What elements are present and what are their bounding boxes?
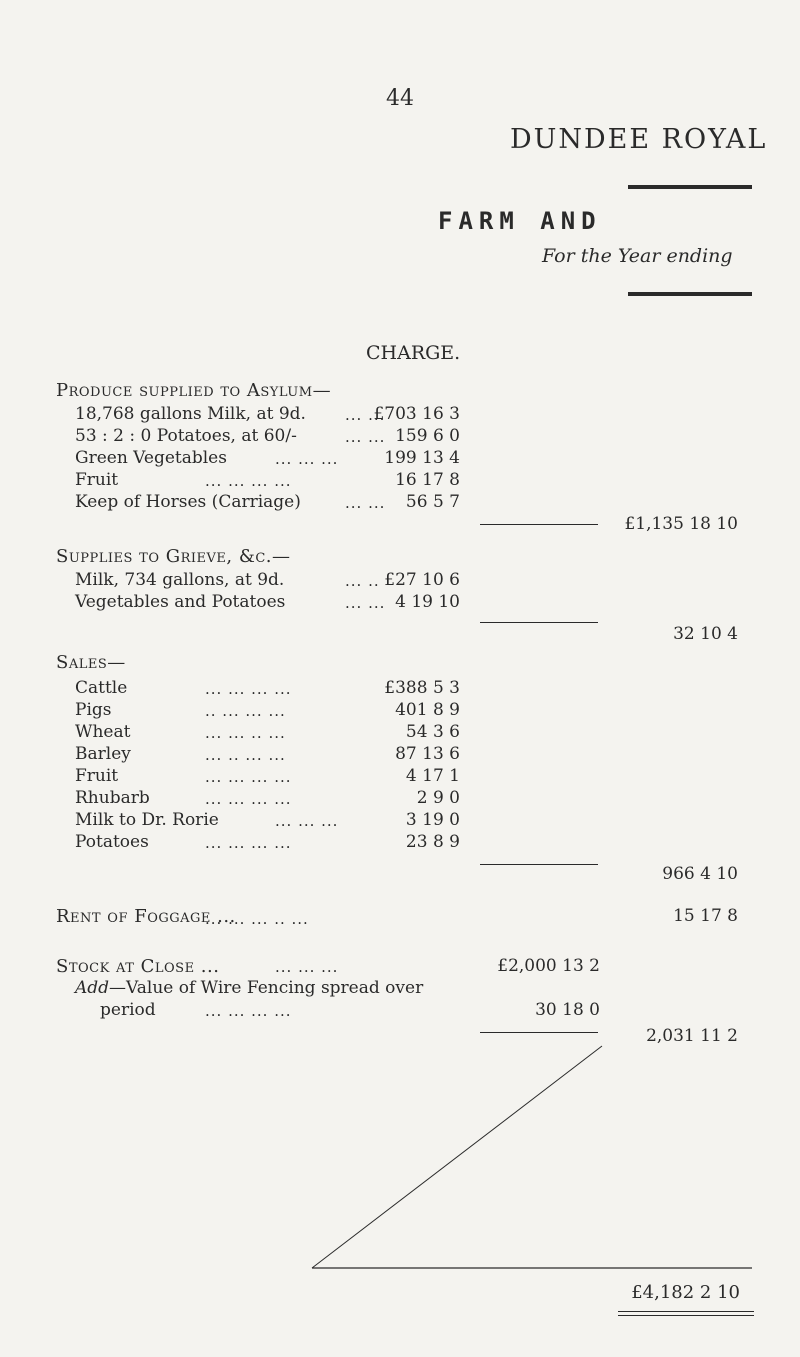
- page-number: 44: [386, 86, 414, 111]
- section-total: £1,135 18 10: [624, 514, 738, 534]
- list-item-amount: 401 8 9: [395, 700, 460, 720]
- leader-dots: ... .. ... ...: [205, 746, 286, 764]
- leader-dots: ... ... ...: [275, 812, 339, 830]
- leader-dots: ... ...: [345, 428, 386, 446]
- sales-heading: Sales—: [56, 652, 126, 673]
- leader-dots: ... ... .. ...: [205, 724, 286, 742]
- list-item-amount: 30 18 0: [535, 1000, 600, 1020]
- produce-heading: Produce supplied to Asylum—: [56, 380, 332, 401]
- leader-dots: ... ... ... ...: [205, 1002, 292, 1020]
- list-item-amount: 2 9 0: [416, 788, 460, 808]
- leader-dots: ... ... ... ...: [205, 768, 292, 786]
- leader-dots: ... ...: [345, 406, 386, 424]
- list-item-amount: £703 16 3: [373, 404, 460, 424]
- list-item-label: 53 : 2 : 0 Potatoes, at 60/-: [75, 426, 297, 446]
- add-text: —Value of Wire Fencing spread over: [109, 978, 424, 998]
- list-item-amount: 23 8 9: [405, 832, 460, 852]
- list-item-amount: 3 19 0: [405, 810, 460, 830]
- grieve-heading: Supplies to Grieve, &c.—: [56, 546, 291, 567]
- grand-total-rule-1: [618, 1311, 754, 1312]
- section-title: FARM AND: [438, 207, 602, 235]
- list-item-amount: 4 17 1: [405, 766, 460, 786]
- list-item-label: period: [100, 1000, 156, 1020]
- page-title: DUNDEE ROYAL: [510, 124, 768, 155]
- leader-dots: .. ... ... ...: [205, 702, 286, 720]
- leader-dots: ... ...: [345, 594, 386, 612]
- grand-total: £4,182 2 10: [631, 1282, 740, 1303]
- section-total: 32 10 4: [673, 624, 738, 644]
- list-item-label: Green Vegetables: [75, 448, 227, 468]
- leader-dots: ... ... ... ...: [205, 834, 292, 852]
- list-item-amount: 159 6 0: [395, 426, 460, 446]
- list-item-amount: £27 10 6: [384, 570, 460, 590]
- foggage-heading: Rent of Foggage ...: [56, 906, 236, 927]
- list-item-amount: 4 19 10: [395, 592, 460, 612]
- list-item-amount: £2,000 13 2: [497, 956, 600, 976]
- section-total: 15 17 8: [673, 906, 738, 926]
- list-item-label: Vegetables and Potatoes: [75, 592, 286, 612]
- section-total: 2,031 11 2: [646, 1026, 738, 1046]
- list-item-label: Potatoes: [75, 832, 149, 852]
- list-item-amount: 56 5 7: [405, 492, 460, 512]
- list-item-label: Keep of Horses (Carriage): [75, 492, 301, 512]
- list-item-label: 18,768 gallons Milk, at 9d.: [75, 404, 306, 424]
- list-item-amount: £388 5 3: [384, 678, 460, 698]
- list-item-label: Barley: [75, 744, 131, 764]
- leader-dots: ... ... ... ...: [205, 790, 292, 808]
- list-item-amount: 199 13 4: [384, 448, 460, 468]
- grand-total-rule-2: [618, 1315, 754, 1316]
- list-item-label: Pigs: [75, 700, 112, 720]
- leader-dots: ... ... ...: [275, 958, 339, 976]
- section-total: 966 4 10: [662, 864, 738, 884]
- list-item-label: Fruit: [75, 766, 119, 786]
- stock-heading: Stock at Close ...: [56, 956, 220, 977]
- leader-dots: ... ...: [345, 494, 386, 512]
- list-item-amount: 54 3 6: [405, 722, 460, 742]
- list-item-label: Milk to Dr. Rorie: [75, 810, 219, 830]
- list-item-label: Cattle: [75, 678, 128, 698]
- leader-dots: ... ... ... ...: [205, 680, 292, 698]
- list-item-label: Fruit: [75, 470, 119, 490]
- list-item-label: Rhubarb: [75, 788, 150, 808]
- subtitle: For the Year ending: [542, 245, 733, 267]
- list-item-label: Wheat: [75, 722, 131, 742]
- list-item-amount: 87 13 6: [395, 744, 460, 764]
- leader-dots: ... ... ...: [275, 450, 339, 468]
- list-item-label: Milk, 734 gallons, at 9d.: [75, 570, 285, 590]
- add-label: Add: [75, 978, 110, 998]
- list-item-amount: 16 17 8: [395, 470, 460, 490]
- leader-dots: ... ... ... ...: [205, 472, 292, 490]
- column-heading: CHARGE.: [366, 342, 461, 364]
- leader-dots: ... ..: [345, 572, 380, 590]
- leader-dots: ... ... ... .. ...: [205, 910, 309, 928]
